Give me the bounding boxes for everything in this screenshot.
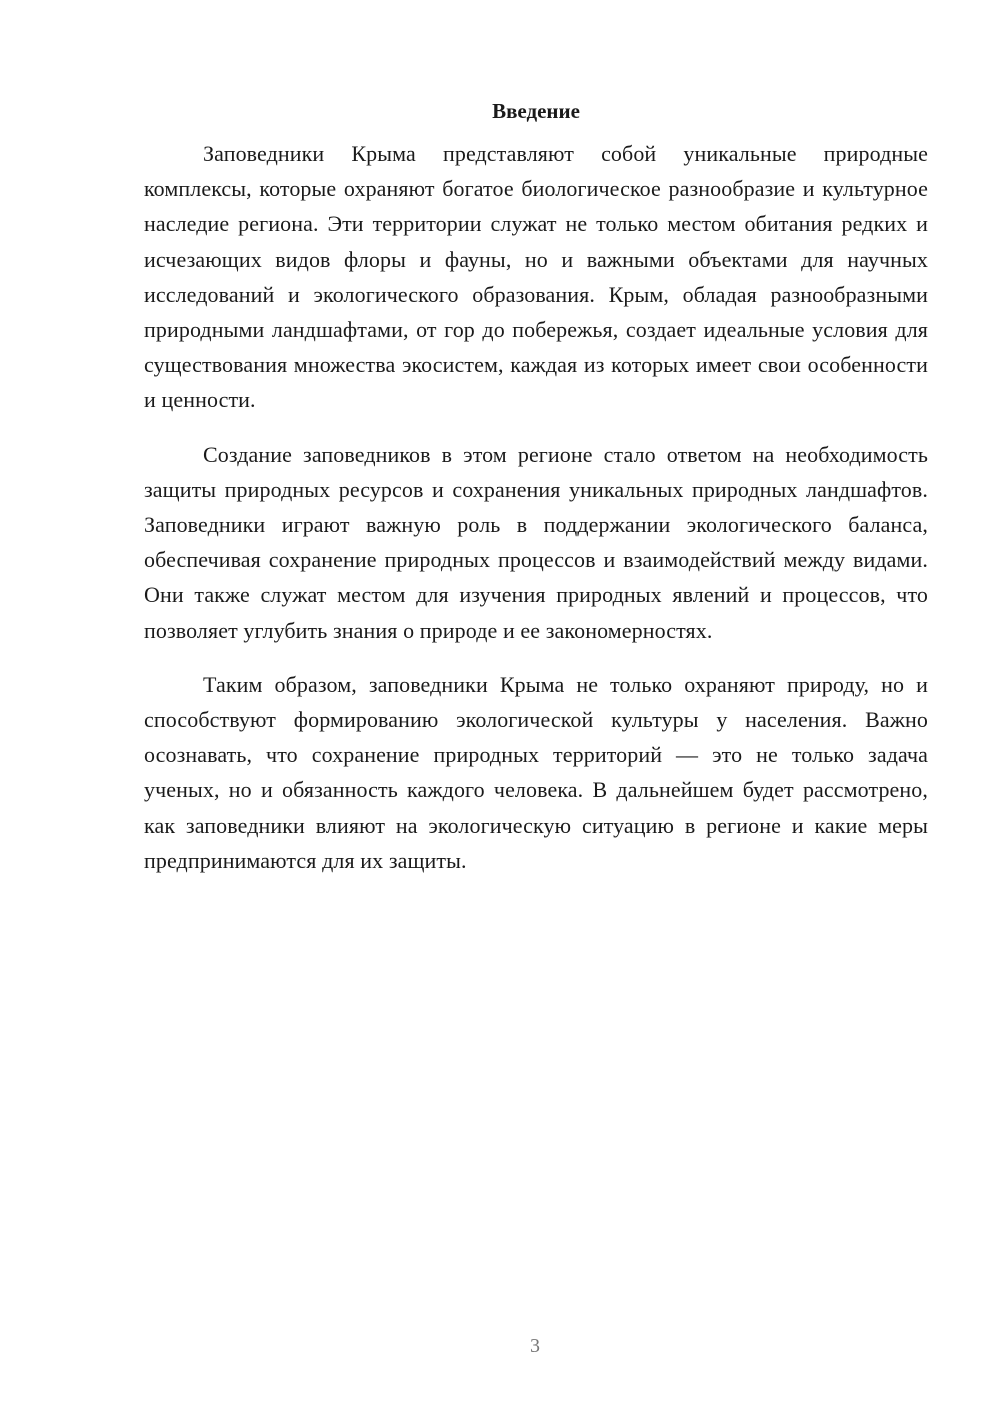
page-content <box>144 96 928 897</box>
paragraph-3: Таким образом, заповедники Крыма не только охраняют природу, но и способствуют формированию экологической культуры у населения. Важно осознавать, что сохранение природных территорий — это не только задача ученых, но и обязанность каждого человека. В дальнейшем будет рассмотрено, как заповедники влияют на экологическую ситуацию в регионе и какие меры предпринимаются для их защиты. <box>144 671 928 873</box>
paragraph-1: Заповедники Крыма представляют собой уникальные природные комплексы, которые охраняют богатое биологическое разнообразие и культурное наследие региона. Эти территории служат не только местом обитания редких и исчезающих видов флоры и фауны, но и важными объектами для научных исследований и экологического образования. Крым, обладая разнообразными природными ландшафтами, от гор до побережья, создает идеальные условия для существования множества экосистем, каждая из которых имеет свои особенности и ценности. <box>144 141 928 413</box>
section-title: Введение <box>492 99 580 123</box>
paragraph-2: Создание заповедников в этом регионе стало ответом на необходимость защиты природных ресурсов и сохранения уникальных природных ландшафтов. Заповедники играют важную роль в поддержании экологического баланса, обеспечивая сохранение природных процессов и взаимодействий между видами. Они также служат местом для изучения природных явлений и процессов, что позволяет углубить знания о природе и ее закономерностях. <box>144 441 928 643</box>
page-number: 3 <box>530 1335 540 1357</box>
